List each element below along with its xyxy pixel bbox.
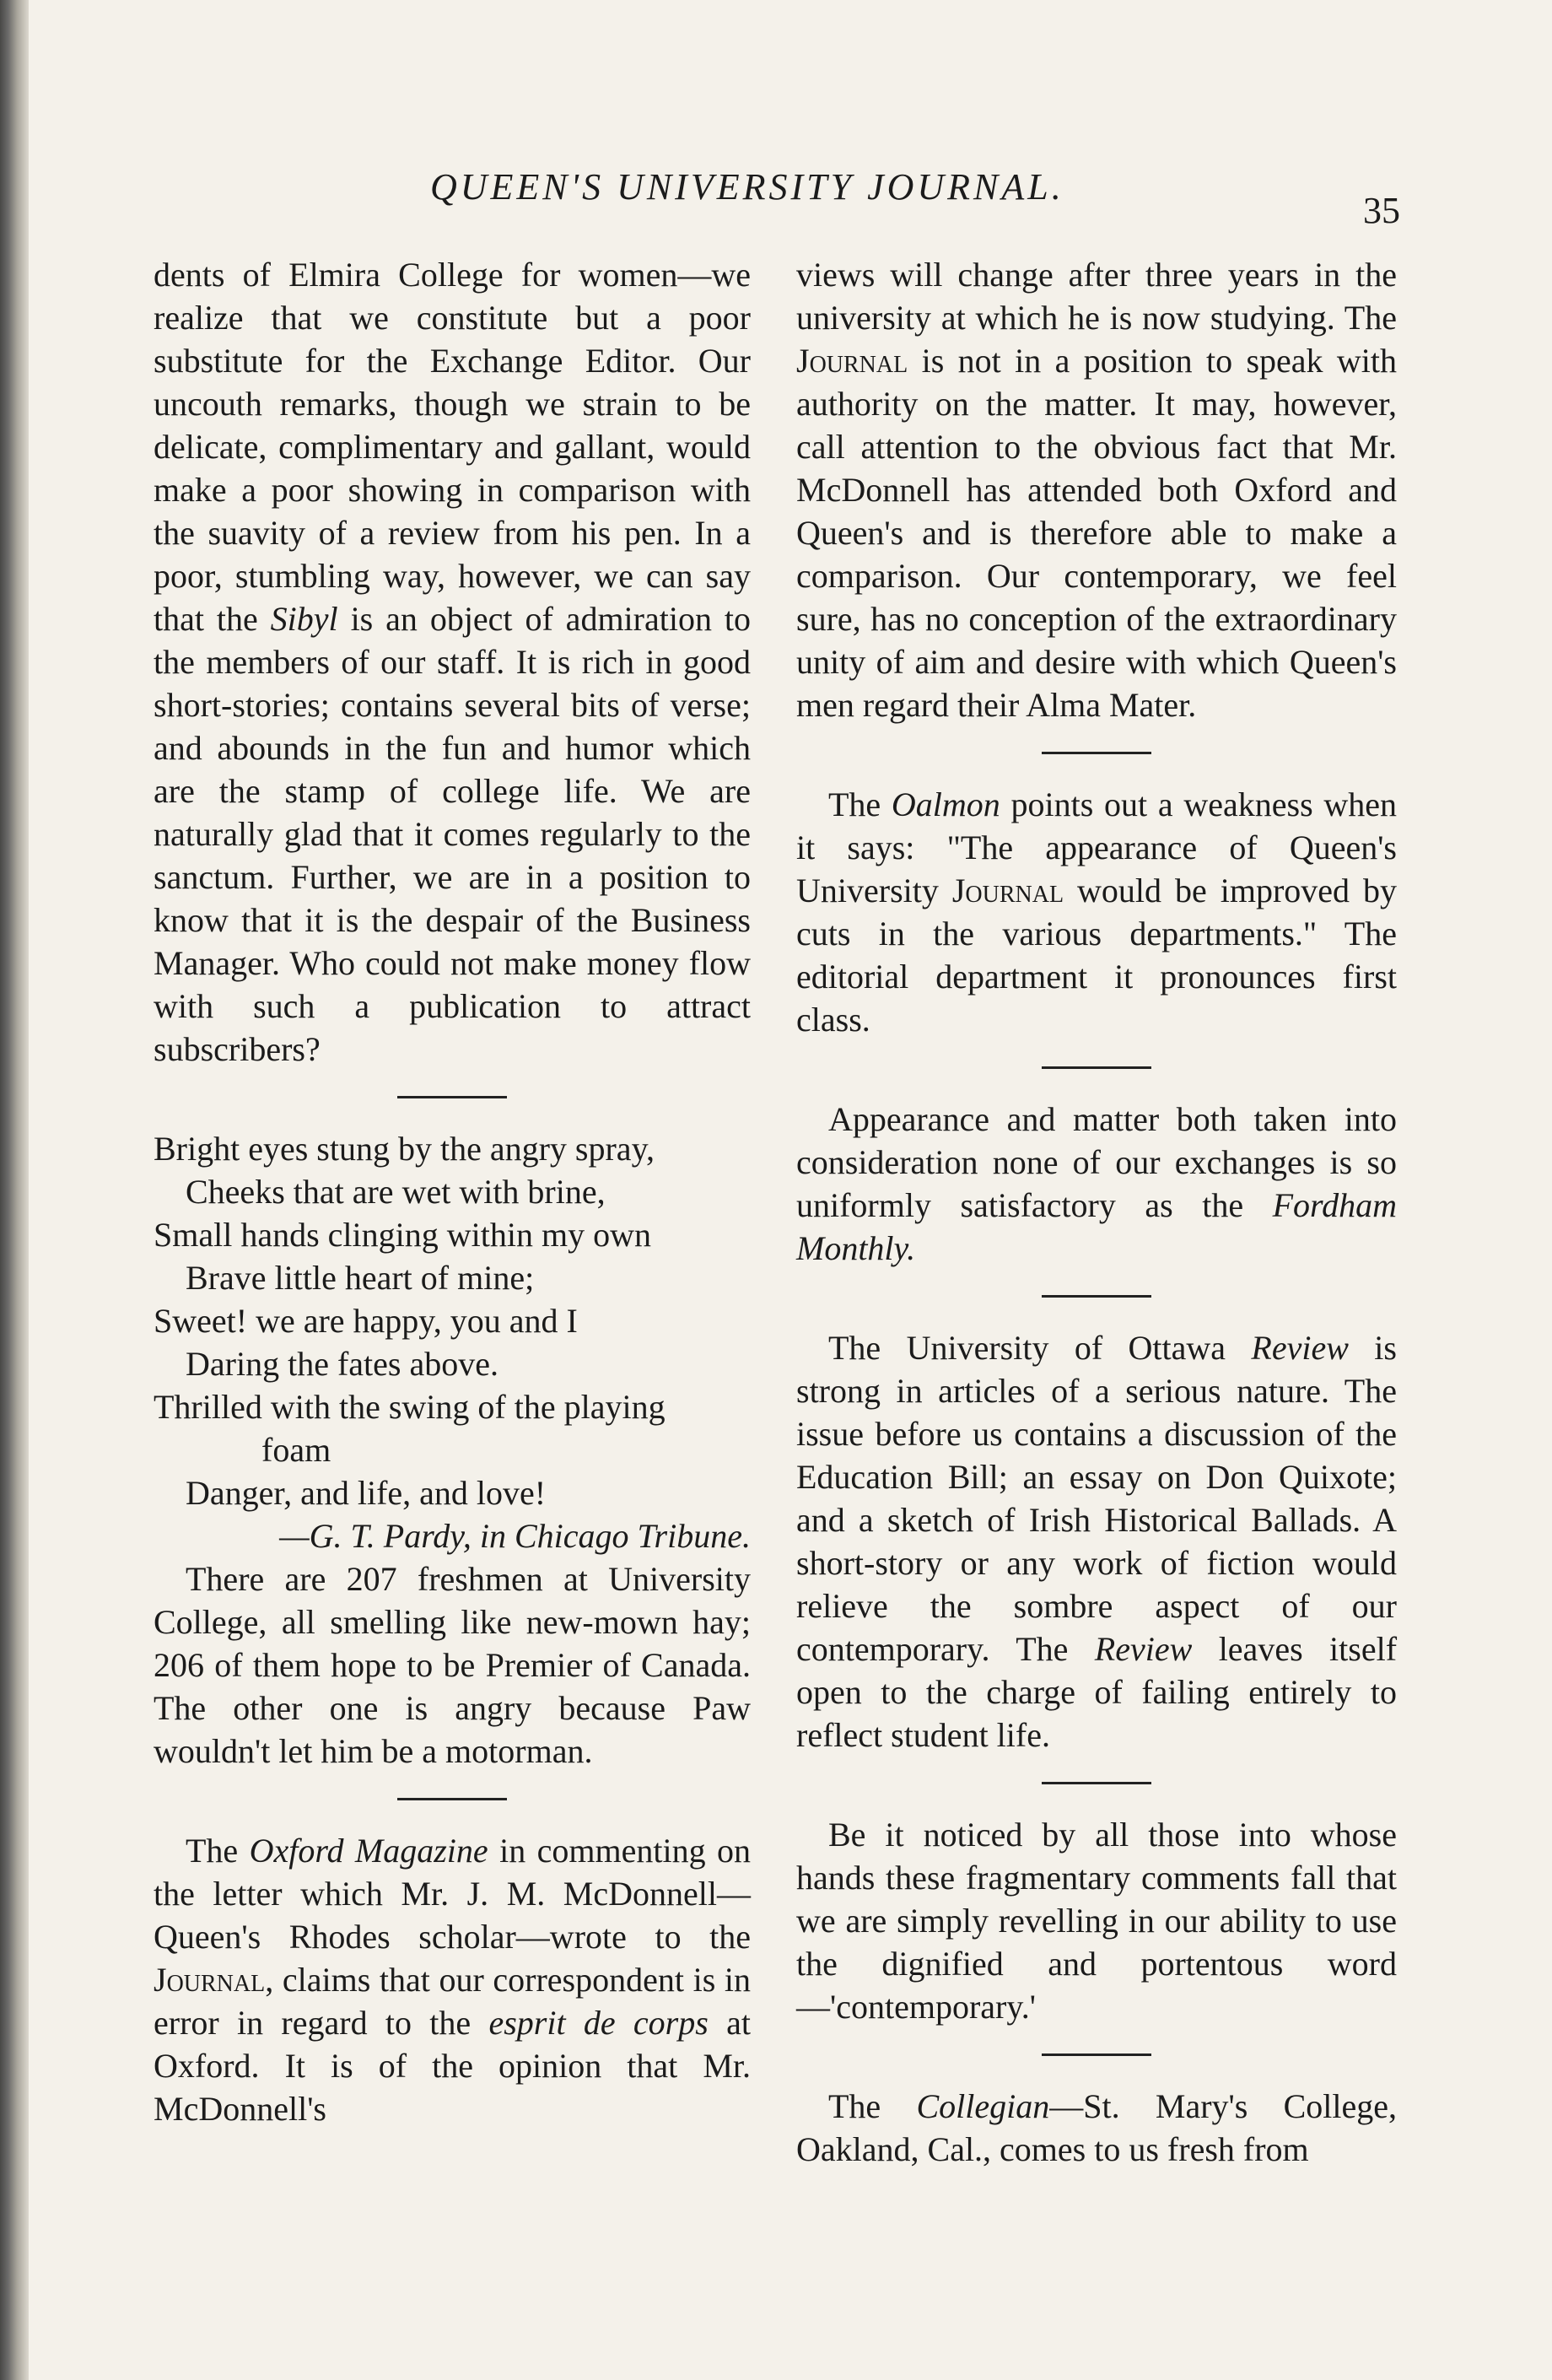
poem-line: Daring the fates above. bbox=[186, 1345, 498, 1383]
poem-line: Thrilled with the swing of the playing bbox=[154, 1388, 666, 1426]
paragraph-oxford-continued: views will change after three years in the university at which he is now studying. The Journal is not in a position to speak with authority on the matter. It may, however, call attention to the obvious fact that Mr. McDonnell has attended both Oxford and Queen's and is therefore able to make a comparison. Our contemporary, we feel sure, has no conception of the extraordinary unity of aim and desire with which Queen's men regard their Alma Mater. bbox=[796, 256, 1397, 724]
poem-line: Danger, and life, and love! bbox=[186, 1474, 547, 1512]
paragraph-oxford-magazine: The Oxford Magazine in commenting on the letter which Mr. J. M. McDonnell—Queen's Rhodes scholar—wrote to the Journal, claims that our correspondent is in error in regard to the esprit de corps at Oxford. It is of the opinion that Mr. McDonnell's bbox=[154, 1832, 752, 2128]
section-divider bbox=[1042, 1782, 1151, 1784]
poem-line: foam bbox=[261, 1431, 331, 1469]
poem-line: Cheeks that are wet with brine, bbox=[186, 1173, 606, 1211]
poem-line: Bright eyes stung by the angry spray, bbox=[154, 1130, 655, 1168]
left-column bbox=[154, 253, 751, 2130]
paragraph-sibyl-review: dents of Elmira College for women—we realize that we constitute but a poor substitute for the Exchange Editor. Our uncouth remarks, though we strain to be delicate, complimentary and gallant, would make a poor showing in comparison with the suavity of a review from his pen. In a poor, stumbling way, however, we can say that the Sibyl is an object of admiration to the members of our staff. It is rich in good short-stories; contains several bits of verse; and abounds in the fun and humor which are the stamp of college life. We are naturally glad that it comes regularly to the sanctum. Further, we are in a position to know that it is the despair of the Business Manager. Who could not make money flow with such a publication to attract subscribers? bbox=[154, 256, 751, 1068]
page-number: 35 bbox=[1363, 190, 1400, 231]
section-divider bbox=[1042, 1295, 1151, 1298]
paragraph-fordham: Appearance and matter both taken into consideration none of our exchanges is so uniformly satisfactory as the Fordham Monthly. bbox=[796, 1100, 1397, 1267]
paragraph-freshmen: There are 207 freshmen at University College, all smelling like new-mown hay; 206 of them hope to be Premier of Canada. The other one is angry because Paw wouldn't let him be a motorman. bbox=[154, 1560, 751, 1770]
paragraph-oalmon: The Oalmon points out a weakness when it says: "The appearance of Queen's University Journal would be improved by cuts in the various departments." The editorial department it pronounces first class. bbox=[796, 785, 1398, 1039]
poem bbox=[154, 1127, 751, 1514]
poem-line: Small hands clinging within my own bbox=[154, 1216, 651, 1254]
section-divider bbox=[397, 1798, 507, 1800]
paragraph-contemporary: Be it noticed by all those into whose hands these fragmentary comments fall that we are simply revelling in our ability to use the dignified and portentous word—'contemporary.' bbox=[796, 1816, 1397, 2026]
paragraph-ottawa-review: The University of Ottawa Review is strong in articles of a serious nature. The issue before us contains a discussion of the Education Bill; an essay on Don Quixote; and a sketch of Irish Historical Ballads. A short-story or any work of fiction would relieve the sombre aspect of our contemporary. The Review leaves itself open to the charge of failing entirely to reflect student life. bbox=[796, 1329, 1398, 1754]
page-binding-edge bbox=[0, 0, 29, 2380]
section-divider bbox=[1042, 2053, 1151, 2056]
paragraph-collegian: The Collegian—St. Mary's College, Oakland, Cal., comes to us fresh from bbox=[796, 2087, 1397, 2168]
section-divider bbox=[1042, 752, 1151, 754]
page-header bbox=[152, 165, 1400, 231]
poem-line: Brave little heart of mine; bbox=[186, 1259, 535, 1297]
poem-line: Sweet! we are happy, you and I bbox=[154, 1302, 578, 1340]
section-divider bbox=[397, 1096, 507, 1098]
section-divider bbox=[1042, 1066, 1151, 1069]
right-column bbox=[796, 253, 1397, 2171]
running-title: QUEEN'S UNIVERSITY JOURNAL. bbox=[430, 166, 1064, 208]
poem-attribution: —G. T. Pardy, in Chicago Tribune. bbox=[279, 1517, 751, 1555]
